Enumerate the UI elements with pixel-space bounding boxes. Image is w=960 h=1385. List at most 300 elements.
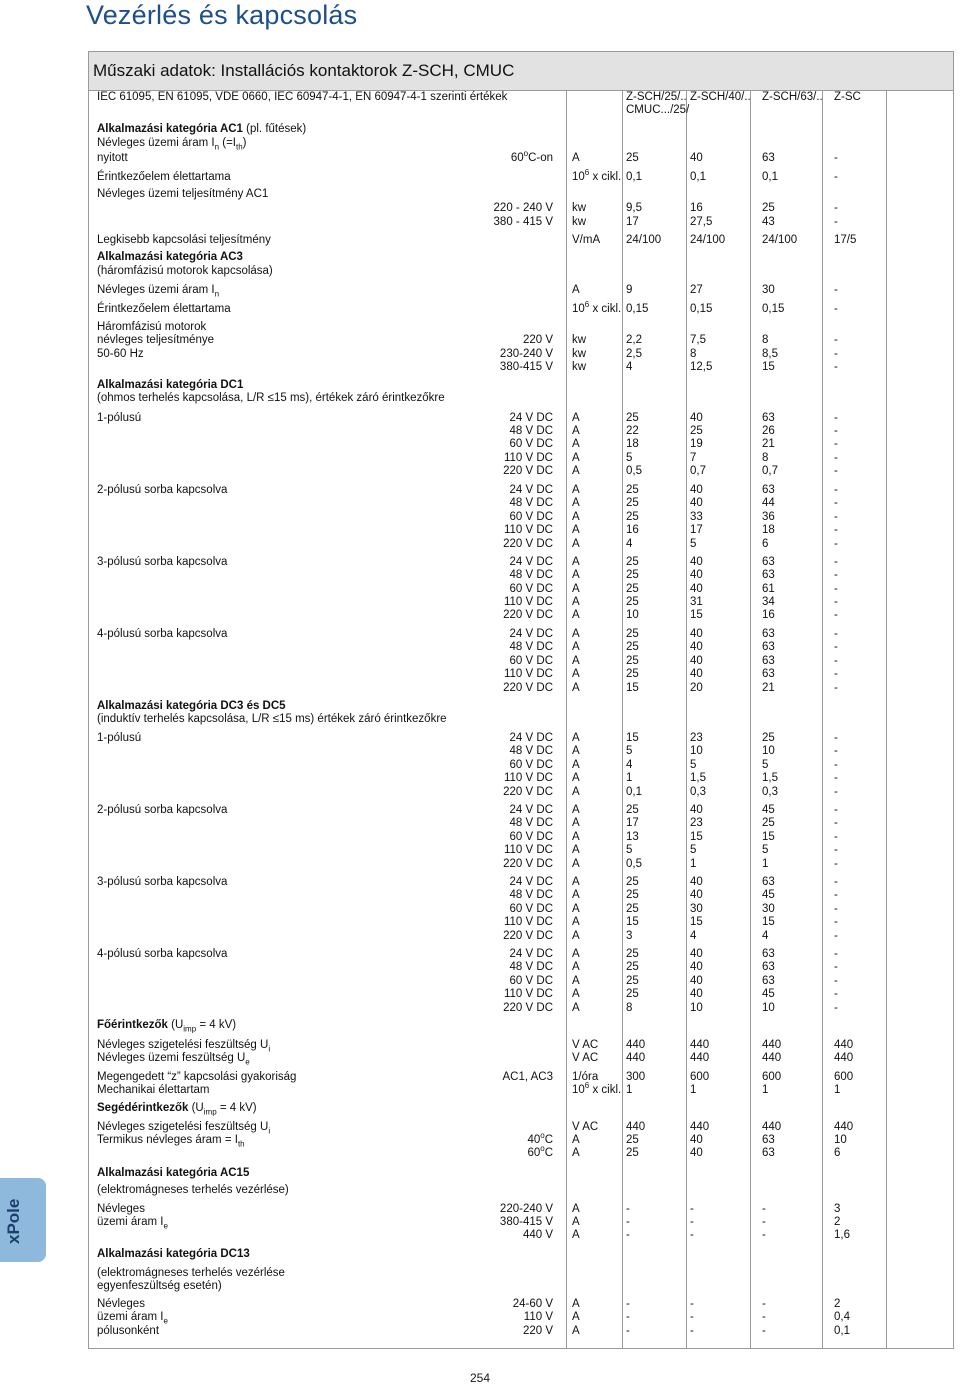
row-value: 30 (690, 903, 703, 915)
row-value: 23 (690, 817, 703, 829)
row-value: 25 (626, 655, 639, 667)
row-value: - (834, 641, 838, 653)
row-value: - (834, 524, 838, 536)
row-value: 40 (690, 948, 703, 960)
row-unit: A (572, 745, 580, 757)
row-value: - (626, 1325, 630, 1337)
row-value: 40 (690, 1147, 703, 1159)
row-condition: 48 V DC (509, 745, 553, 757)
row-unit: A (572, 438, 580, 450)
row-value: - (834, 655, 838, 667)
row-value: - (626, 1298, 630, 1310)
row-value: 25 (626, 948, 639, 960)
row-value: 0,1 (834, 1325, 850, 1337)
row-value: 15 (762, 361, 775, 373)
row-value: - (834, 858, 838, 870)
row-value: 15 (762, 831, 775, 843)
row-value: 18 (762, 524, 775, 536)
row-value: - (834, 216, 838, 228)
row-value: - (834, 497, 838, 509)
row-condition: 440 V (522, 1229, 553, 1241)
row-value: 25 (690, 425, 703, 437)
row-value: 8 (762, 452, 769, 464)
row-value: 7 (690, 452, 697, 464)
row-value: 40 (690, 152, 703, 164)
row-condition: 60 V DC (509, 583, 553, 595)
row-value: 26 (762, 425, 775, 437)
side-tab-label: xPole (4, 1198, 23, 1244)
row-value: 25 (762, 817, 775, 829)
row-label: Névleges szigetelési feszültség $U_i$ (97, 1039, 271, 1054)
row-value: 25 (626, 511, 639, 523)
row-value: 13 (626, 831, 639, 843)
row-value: - (834, 804, 838, 816)
row-value: 20 (690, 682, 703, 694)
row-value: 40 (690, 975, 703, 987)
row-unit: A (572, 609, 580, 621)
row-value: - (834, 538, 838, 550)
row-value: 600 (834, 1071, 854, 1083)
row-value: - (834, 361, 838, 373)
row-value: 21 (762, 682, 775, 694)
row-value: 25 (626, 596, 639, 608)
row-label: Alkalmazási kategória AC15 (97, 1167, 250, 1179)
row-condition: 110 V DC (503, 916, 553, 928)
row-condition: 48 V DC (509, 425, 553, 437)
column-divider (822, 91, 823, 1348)
row-unit: A (572, 1298, 580, 1310)
row-condition: 48 V DC (509, 497, 553, 509)
row-condition: 220 V DC (503, 609, 553, 621)
row-label: 1-pólusú (97, 732, 142, 744)
row-unit: A (572, 556, 580, 568)
row-value: - (762, 1229, 766, 1241)
row-value: 40 (690, 583, 703, 595)
row-value: 12,5 (690, 361, 713, 373)
row-value: 440 (626, 1121, 646, 1133)
row-value: 16 (626, 524, 639, 536)
row-unit: A (572, 596, 580, 608)
row-label: üzemi áram $I_e$ (97, 1216, 168, 1231)
row-unit: A (572, 930, 580, 942)
row-value: 5 (626, 452, 633, 464)
row-value: 25 (626, 889, 639, 901)
row-unit: A (572, 452, 580, 464)
row-unit: $10^6$ x cikl. (572, 300, 622, 315)
row-condition: 24 V DC (509, 876, 553, 888)
row-value: - (762, 1216, 766, 1228)
row-value: 63 (762, 668, 775, 680)
row-value: 8,5 (762, 348, 778, 360)
row-unit: A (572, 844, 580, 856)
row-value: 0,15 (626, 303, 649, 315)
row-value: - (834, 152, 838, 164)
row-unit: A (572, 786, 580, 798)
row-label: Alkalmazási kategória DC1 (97, 379, 244, 391)
column-divider (686, 91, 687, 1348)
row-value: 1 (626, 1084, 633, 1096)
row-condition: 48 V DC (509, 641, 553, 653)
row-value: 15 (626, 916, 639, 928)
row-value: 300 (626, 1071, 646, 1083)
row-value: - (762, 1203, 766, 1215)
row-value: 16 (690, 202, 703, 214)
row-unit: A (572, 975, 580, 987)
row-label: (elektromágneses terhelés vezérlése (97, 1267, 285, 1279)
row-value: 25 (626, 152, 639, 164)
row-value: - (834, 817, 838, 829)
row-condition: AC1, AC3 (502, 1071, 553, 1083)
row-value: 4 (626, 538, 633, 550)
row-value: 10 (690, 745, 703, 757)
row-value: 440 (762, 1039, 782, 1051)
row-value: 25 (626, 668, 639, 680)
row-value: 15 (626, 732, 639, 744)
row-unit: A (572, 628, 580, 640)
row-value: 40 (690, 668, 703, 680)
row-value: 1,5 (762, 772, 778, 784)
row-value: - (834, 876, 838, 888)
row-value: - (834, 284, 838, 296)
row-condition: 380 - 415 V (493, 216, 553, 228)
column-header: Z-SCH/25/.. (626, 91, 687, 103)
row-condition: 60$^o$C-on (510, 149, 553, 164)
row-unit: A (572, 641, 580, 653)
row-value: 40 (690, 655, 703, 667)
row-value: - (690, 1229, 694, 1241)
row-condition: 48 V DC (509, 889, 553, 901)
row-value: - (834, 988, 838, 1000)
row-value: 4 (690, 930, 697, 942)
row-value: 0,3 (690, 786, 706, 798)
row-label: (elektromágneses terhelés vezérlése) (97, 1184, 289, 1196)
row-unit: kw (572, 334, 587, 346)
row-value: 36 (762, 511, 775, 523)
row-value: 30 (762, 284, 775, 296)
row-unit: A (572, 988, 580, 1000)
row-value: 25 (626, 1147, 639, 1159)
row-value: 34 (762, 596, 775, 608)
row-value: 31 (690, 596, 703, 608)
row-value: - (834, 303, 838, 315)
row-value: 0,3 (762, 786, 778, 798)
row-condition: 220-240 V (499, 1203, 553, 1215)
row-value: 0,5 (626, 858, 642, 870)
row-value: 4 (762, 930, 769, 942)
row-unit: A (572, 1229, 580, 1241)
page-number: 254 (469, 1371, 491, 1385)
row-value: 6 (834, 1147, 841, 1159)
row-value: 440 (834, 1052, 854, 1064)
row-label: 1-pólusú (97, 412, 142, 424)
row-condition: 48 V DC (509, 961, 553, 973)
row-value: 40 (690, 497, 703, 509)
row-condition: 24-60 V (512, 1298, 553, 1310)
row-condition: 230-240 V (499, 348, 553, 360)
row-value: - (690, 1203, 694, 1215)
row-condition: 24 V DC (509, 628, 553, 640)
row-value: 27 (690, 284, 703, 296)
row-value: - (690, 1216, 694, 1228)
row-unit: A (572, 876, 580, 888)
row-label: üzemi áram $I_e$ (97, 1311, 168, 1326)
row-value: 25 (626, 804, 639, 816)
row-value: 63 (762, 641, 775, 653)
column-divider (886, 91, 887, 1348)
row-value: 25 (626, 876, 639, 888)
row-value: - (690, 1325, 694, 1337)
row-value: - (834, 772, 838, 784)
row-value: 5 (626, 745, 633, 757)
row-value: - (834, 412, 838, 424)
row-value: 45 (762, 889, 775, 901)
row-value: - (762, 1325, 766, 1337)
row-value: 40 (690, 641, 703, 653)
row-value: 0,15 (690, 303, 713, 315)
column-header: Z-SCH/40/.. (690, 91, 751, 103)
row-unit: A (572, 152, 580, 164)
row-value: 25 (626, 583, 639, 595)
row-value: 2 (834, 1216, 841, 1228)
row-value: 25 (626, 412, 639, 424)
row-value: - (834, 1002, 838, 1014)
row-value: - (626, 1229, 630, 1241)
row-value: 25 (626, 1134, 639, 1146)
row-unit: A (572, 732, 580, 744)
row-value: 40 (690, 988, 703, 1000)
row-value: 17 (626, 817, 639, 829)
row-value: - (834, 511, 838, 523)
row-value: 10 (690, 1002, 703, 1014)
row-unit: A (572, 1311, 580, 1323)
row-value: 25 (626, 975, 639, 987)
row-value: 43 (762, 216, 775, 228)
column-header: CMUC.../25/ (626, 104, 690, 116)
row-value: 25 (626, 628, 639, 640)
row-value: 40 (690, 556, 703, 568)
row-value: 440 (690, 1039, 710, 1051)
row-label: Névleges (97, 1298, 145, 1310)
standards-line: IEC 61095, EN 61095, VDE 0660, IEC 60947-4-1, EN 60947-4-1 szerinti értékek (97, 91, 508, 103)
row-value: 40 (690, 889, 703, 901)
row-value: 40 (690, 569, 703, 581)
row-value: 15 (690, 609, 703, 621)
row-value: 25 (762, 732, 775, 744)
row-value: - (626, 1311, 630, 1323)
row-value: 33 (690, 511, 703, 523)
row-value: 0,15 (762, 303, 785, 315)
row-value: 30 (762, 903, 775, 915)
row-label: (háromfázisú motorok kapcsolása) (97, 265, 273, 277)
row-condition: 220 V DC (503, 858, 553, 870)
row-value: - (690, 1298, 694, 1310)
row-value: 0,7 (690, 465, 706, 477)
row-condition: 220 V DC (503, 930, 553, 942)
row-value: - (834, 831, 838, 843)
row-value: 0,5 (626, 465, 642, 477)
row-label: Névleges üzemi áram $I_n$ (97, 284, 220, 299)
row-condition: 220 V DC (503, 465, 553, 477)
row-value: 25 (626, 569, 639, 581)
row-value: 0,4 (834, 1311, 850, 1323)
row-value: 1 (626, 772, 633, 784)
row-value: - (834, 759, 838, 771)
row-value: 18 (626, 438, 639, 450)
row-value: 440 (762, 1052, 782, 1064)
row-condition: 220 V DC (503, 682, 553, 694)
row-value: 63 (762, 975, 775, 987)
row-label: 2-pólusú sorba kapcsolva (97, 484, 228, 496)
row-unit: A (572, 1325, 580, 1337)
row-value: 27,5 (690, 216, 713, 228)
row-value: - (834, 171, 838, 183)
row-value: 15 (690, 831, 703, 843)
row-condition: 110 V DC (503, 596, 553, 608)
row-condition: 60 V DC (509, 438, 553, 450)
row-condition: 110 V DC (503, 772, 553, 784)
row-label: Érintkezőelem élettartama (97, 171, 231, 183)
row-value: 25 (626, 961, 639, 973)
row-label: egyenfeszültség esetén) (97, 1280, 222, 1292)
row-unit: kw (572, 348, 587, 360)
table-header-band (89, 52, 953, 90)
row-unit: A (572, 655, 580, 667)
row-value: 440 (834, 1121, 854, 1133)
row-value: 17/5 (834, 234, 857, 246)
row-value: 25 (626, 903, 639, 915)
row-value: - (834, 961, 838, 973)
row-unit: A (572, 889, 580, 901)
row-value: 5 (762, 844, 769, 856)
row-label: Névleges üzemi áram $I_n$ $(=I_{th})$ (97, 137, 247, 152)
row-unit: A (572, 569, 580, 581)
column-divider (750, 91, 751, 1348)
row-value: 0,1 (626, 171, 642, 183)
row-value: 25 (626, 641, 639, 653)
row-value: - (834, 786, 838, 798)
row-condition: 220 V DC (503, 1002, 553, 1014)
row-condition: 24 V DC (509, 732, 553, 744)
row-unit: V/mA (572, 234, 601, 246)
row-condition: 60$^o$C (527, 1144, 553, 1159)
row-label: 50-60 Hz (97, 348, 144, 360)
row-unit: kw (572, 216, 587, 228)
row-unit: A (572, 538, 580, 550)
row-label: Névleges üzemi teljesítmény AC1 (97, 188, 269, 200)
row-value: 1 (690, 858, 697, 870)
row-value: 21 (762, 438, 775, 450)
row-value: - (834, 930, 838, 942)
row-condition: 220 V (522, 1325, 553, 1337)
row-label: nyitott (97, 152, 128, 164)
row-label: Alkalmazási kategória AC3 (97, 251, 243, 263)
row-label: (ohmos terhelés kapcsolása, L/R ≤15 ms), értékek záró érintkezőkre (97, 392, 445, 404)
row-unit: A (572, 1203, 580, 1215)
row-label: Alkalmazási kategória DC13 (97, 1248, 250, 1260)
row-value: - (762, 1311, 766, 1323)
row-unit: A (572, 497, 580, 509)
row-value: 1,5 (690, 772, 706, 784)
row-unit: A (572, 948, 580, 960)
row-unit: A (572, 524, 580, 536)
row-label: Háromfázisú motorok (97, 321, 207, 333)
row-value: - (834, 425, 838, 437)
row-value: 1 (834, 1084, 841, 1096)
row-condition: 220 V DC (503, 786, 553, 798)
row-unit: A (572, 772, 580, 784)
row-value: 4 (626, 759, 633, 771)
row-unit: A (572, 425, 580, 437)
row-label: Segédérintkezők ($U_{imp} = 4$ kV) (97, 1102, 257, 1117)
row-value: 63 (762, 1147, 775, 1159)
row-value: - (834, 484, 838, 496)
row-unit: A (572, 484, 580, 496)
row-value: 63 (762, 152, 775, 164)
row-value: 3 (834, 1203, 841, 1215)
row-value: - (834, 732, 838, 744)
row-condition: 60 V DC (509, 759, 553, 771)
row-unit: A (572, 1134, 580, 1146)
row-label: Mechanikai élettartam (97, 1084, 210, 1096)
row-value: 40 (690, 961, 703, 973)
row-condition: 60 V DC (509, 511, 553, 523)
row-unit: kw (572, 361, 587, 373)
row-value: 2 (834, 1298, 841, 1310)
row-value: - (762, 1298, 766, 1310)
row-condition: 60 V DC (509, 655, 553, 667)
row-value: 3 (626, 930, 633, 942)
row-value: 23 (690, 732, 703, 744)
page-title: Vezérlés és kapcsolás (86, 0, 358, 30)
row-condition: 110 V DC (503, 844, 553, 856)
row-value: 2,2 (626, 334, 642, 346)
row-value: 63 (762, 948, 775, 960)
row-value: - (834, 569, 838, 581)
row-value: 2,5 (626, 348, 642, 360)
row-value: - (834, 465, 838, 477)
row-value: 10 (834, 1134, 847, 1146)
row-value: 5 (690, 538, 697, 550)
row-value: 6 (762, 538, 769, 550)
row-value: 600 (690, 1071, 710, 1083)
row-value: 40 (690, 412, 703, 424)
column-divider (622, 91, 623, 1348)
row-value: - (834, 583, 838, 595)
row-value: 17 (626, 216, 639, 228)
row-value: 10 (626, 609, 639, 621)
row-value: 8 (762, 334, 769, 346)
row-value: 25 (626, 497, 639, 509)
row-unit: V AC (572, 1121, 599, 1133)
row-value: 25 (626, 556, 639, 568)
row-condition: 24 V DC (509, 412, 553, 424)
row-value: - (834, 889, 838, 901)
row-unit: kw (572, 202, 587, 214)
row-value: 15 (626, 682, 639, 694)
row-value: 9 (626, 284, 633, 296)
row-unit: 1/óra (572, 1071, 599, 1083)
column-header: Z-SC (834, 91, 861, 103)
row-value: - (834, 668, 838, 680)
row-unit: A (572, 1147, 580, 1159)
row-value: - (834, 916, 838, 928)
row-value: 15 (690, 916, 703, 928)
row-unit: A (572, 1216, 580, 1228)
row-condition: 110 V DC (503, 524, 553, 536)
row-value: - (834, 975, 838, 987)
row-value: 5 (626, 844, 633, 856)
row-value: - (690, 1311, 694, 1323)
